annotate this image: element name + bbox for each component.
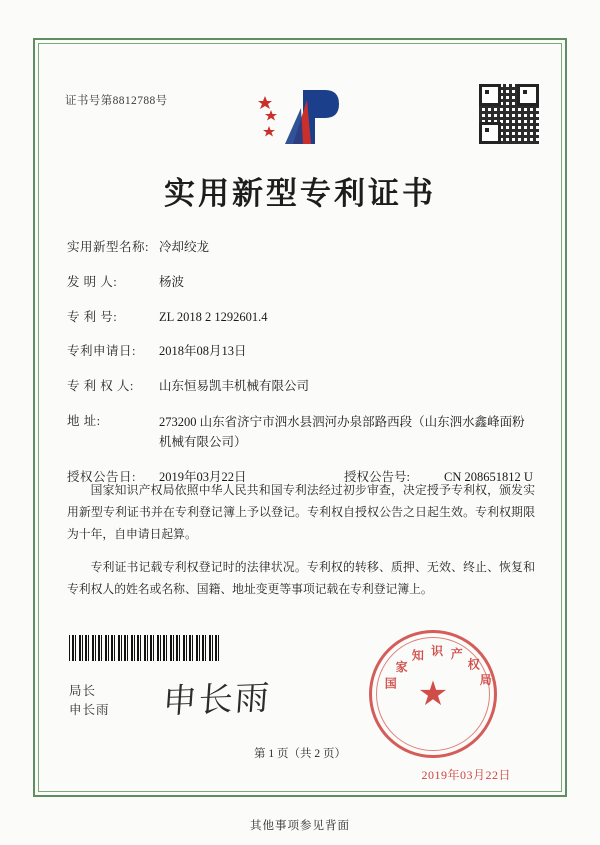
qr-code bbox=[479, 84, 539, 144]
field-label: 专 利 权 人: bbox=[67, 379, 134, 393]
seal-date: 2019年03月22日 bbox=[421, 768, 511, 782]
corner-ornament-top-left bbox=[33, 38, 51, 56]
page-title: 实用新型专利证书 bbox=[164, 176, 436, 212]
legal-text bbox=[67, 480, 535, 613]
page-number: 第 1 页（共 2 页） bbox=[254, 748, 346, 760]
field-value: 山东恒易凯丰机械有限公司 bbox=[159, 379, 310, 393]
patent-logo-icon bbox=[255, 82, 345, 154]
official-seal bbox=[369, 630, 497, 758]
field-label-grant-number: 授权公告号: bbox=[344, 469, 410, 484]
field-label: 地 址: bbox=[67, 413, 101, 428]
seal-agency-text: 国 家 知 识 产 权 局 bbox=[384, 644, 492, 691]
field-value: ZL 2018 2 1292601.4 bbox=[159, 309, 268, 324]
paragraph-1: 国家知识产权局依照中华人民共和国专利法经过初步审查，决定授予专利权，颁发实用新型专利证书并在专利登记簿上予以登记。专利权自授权公告之日起生效。专利权期限为十年，自申请日起算。 bbox=[67, 483, 535, 541]
field-value: 杨波 bbox=[159, 274, 185, 289]
field-row-utility-model-name bbox=[67, 238, 535, 257]
field-row-patent-number bbox=[67, 308, 535, 327]
signature-block bbox=[69, 682, 110, 720]
field-row-patentee bbox=[67, 377, 535, 396]
footer-note: 其他事项参见背面 bbox=[250, 820, 350, 832]
paragraph-2: 专利证书记载专利权登记时的法律状况。专利权的转移、质押、无效、终止、恢复和专利权人的姓名或名称、国籍、地址变更等事项记载在专利登记簿上。 bbox=[67, 560, 535, 597]
field-label: 专 利 号: bbox=[67, 309, 118, 324]
signature-title: 局长 bbox=[69, 684, 97, 698]
field-row-application-date bbox=[67, 342, 535, 361]
field-label: 专利申请日: bbox=[67, 344, 136, 359]
field-row-inventor bbox=[67, 273, 535, 292]
corner-ornament-bottom-left bbox=[33, 779, 51, 797]
field-value: 273200 山东省济宁市泗水县泗河办泉部路西段（山东泗水鑫峰面粉机械有限公司） bbox=[159, 414, 525, 449]
field-value: 冷却绞龙 bbox=[159, 240, 210, 254]
field-value-grant-date: 2019年03月22日 bbox=[159, 469, 247, 484]
signature-name: 申长雨 bbox=[69, 702, 110, 717]
field-label: 发 明 人: bbox=[67, 274, 118, 289]
certificate-content bbox=[55, 60, 545, 782]
certificate-number: 证书号第8812788号 bbox=[65, 95, 168, 107]
corner-ornament-top-right bbox=[549, 38, 567, 56]
qr-finder-top-left bbox=[479, 84, 501, 106]
handwritten-signature: 申长雨 bbox=[161, 678, 273, 722]
seal-emblem-icon: ★ bbox=[417, 676, 449, 713]
field-value-grant-number: CN 208651812 U bbox=[444, 469, 533, 484]
qr-finder-bottom-left bbox=[479, 122, 501, 144]
qr-finder-top-right bbox=[517, 84, 539, 106]
field-value: 2018年08月13日 bbox=[159, 344, 247, 359]
field-label: 实用新型名称: bbox=[67, 240, 149, 254]
field-row-address bbox=[67, 412, 535, 452]
field-list bbox=[67, 238, 535, 503]
corner-ornament-bottom-right bbox=[549, 779, 567, 797]
barcode bbox=[69, 635, 219, 661]
field-label-grant-date: 授权公告日: bbox=[67, 469, 136, 484]
